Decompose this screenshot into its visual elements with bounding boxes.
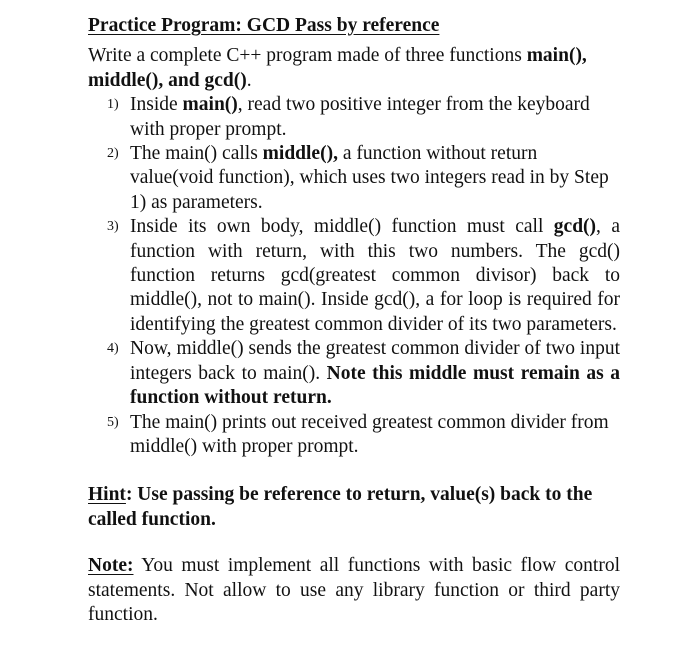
step-number: 1) [107, 97, 119, 113]
note-label: Note: [88, 555, 134, 577]
intro-middle-gcd-functions: middle(), and gcd() [88, 69, 247, 91]
step-text: The main() prints out received greatest common divider from middle() with proper prompt. [130, 411, 609, 457]
step-text: , a function with return, with this two numbers. The gcd() function returns gcd(greatest common divisor) back to middle(), not to main(). Inside gcd(), a for loop is required for identifying the greatest common divider of its two parameters. [130, 216, 620, 335]
step-keyword: gcd() [553, 216, 597, 238]
list-item [88, 215, 620, 337]
intro-main-function: main(), [526, 45, 587, 67]
list-item [88, 337, 620, 410]
step-number: 5) [107, 414, 119, 430]
hint-paragraph [88, 483, 620, 532]
list-item [88, 411, 620, 460]
step-text: Now, middle() sends the greatest common divider of two input integers back to main(). [130, 338, 620, 384]
document [88, 14, 620, 627]
intro-paragraph [88, 44, 620, 93]
note-text: You must implement all functions with basic flow control statements. Not allow to use any library function or third party function. [88, 555, 620, 625]
note-paragraph [88, 554, 620, 627]
step-text: Inside its own body, middle() function must call [130, 216, 554, 238]
page-title: Practice Program: GCD Pass by reference [88, 15, 440, 36]
step-number: 2) [107, 146, 119, 162]
step-text: a function without return value(void function), which uses two integers read in by Step 1) as parameters. [130, 143, 609, 213]
step-keyword: main() [182, 94, 238, 116]
step-keyword: middle(), [262, 143, 338, 165]
intro-period: . [246, 69, 252, 91]
hint-label: Hint [88, 484, 126, 506]
hint-text: : Use passing be reference to return, value(s) back to the called function. [88, 484, 593, 530]
step-number: 3) [107, 219, 119, 235]
step-text: The main() calls [130, 143, 263, 165]
step-number: 4) [107, 341, 119, 357]
list-item [88, 93, 620, 142]
intro-text: Write a complete C++ program made of three functions [88, 45, 527, 67]
list-item [88, 142, 620, 215]
steps-list [88, 93, 620, 459]
step-emphasis: Note this middle must remain as a function without return. [130, 362, 620, 409]
step-text: , read two positive integer from the keyboard with proper prompt. [130, 94, 590, 140]
step-text: Inside [130, 94, 183, 116]
